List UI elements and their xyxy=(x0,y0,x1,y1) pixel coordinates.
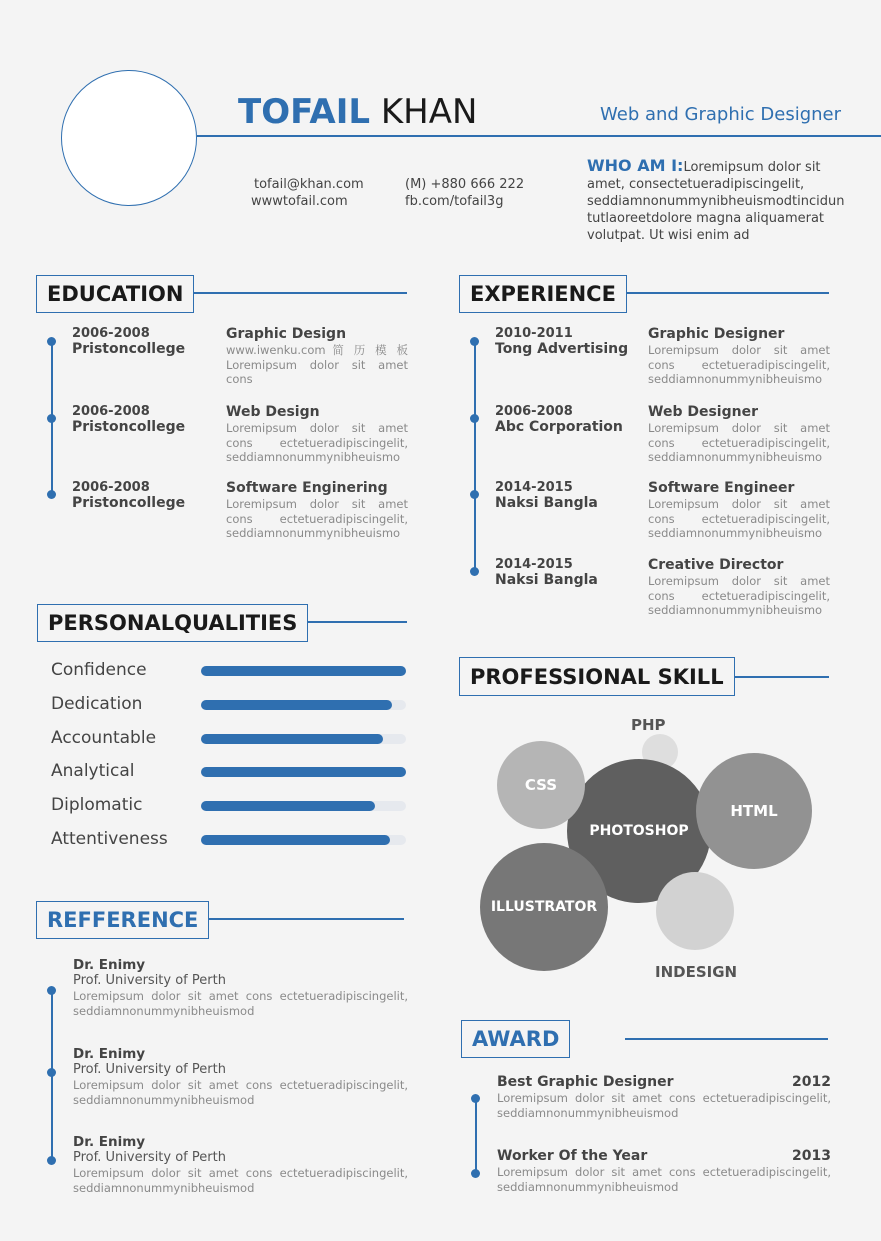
reference-desc: Loremipsum dolor sit amet cons ectetueradipiscingelit, seddiamnonummynibheuismod xyxy=(73,1078,408,1107)
who-am-i xyxy=(587,156,845,243)
education-desc: www.iwenku.com 简 历 模 板 Loremipsum dolor sit amet cons xyxy=(226,343,408,386)
quality-bar xyxy=(201,700,406,710)
education-org: Pristoncollege xyxy=(72,341,186,357)
quality-bar-fill xyxy=(201,767,406,777)
quality-bar xyxy=(201,734,406,744)
timeline-dot xyxy=(47,1156,56,1165)
header-divider xyxy=(197,135,881,137)
reference-name: Dr. Enimy xyxy=(73,957,146,973)
reference-position: Prof. University of Perth xyxy=(73,1150,226,1165)
experience-title: Web Designer xyxy=(648,404,758,420)
skill-html-bubble xyxy=(696,753,812,869)
education-org: Pristoncollege xyxy=(72,419,186,435)
experience-desc: Loremipsum dolor sit amet cons ectetueradipiscingelit, seddiamnonummynibheuismo xyxy=(648,343,830,386)
quality-bar xyxy=(201,767,406,777)
experience-entry-right xyxy=(648,326,830,387)
experience-title: Software Engineer xyxy=(648,480,795,496)
timeline-dot xyxy=(471,1169,480,1178)
experience-org: Naksi Bangla xyxy=(495,572,598,588)
experience-heading: EXPERIENCE xyxy=(459,275,627,313)
skill-indesign-label: INDESIGN xyxy=(655,963,738,981)
award-entry xyxy=(497,1074,831,1120)
experience-entry-left xyxy=(495,557,645,589)
qualities-heading: PERSONALQUALITIES xyxy=(37,604,308,642)
education-heading-line xyxy=(190,292,407,294)
experience-years: 2014-2015 xyxy=(495,480,573,495)
skill-css-label: CSS xyxy=(524,776,558,794)
quality-label: Diplomatic xyxy=(51,795,143,815)
skill-html-label: HTML xyxy=(730,802,778,820)
timeline-dot xyxy=(47,1068,56,1077)
education-desc: Loremipsum dolor sit amet cons ectetueradipiscingelit, seddiamnonummynibheuismo xyxy=(226,497,408,540)
reference-desc: Loremipsum dolor sit amet cons ectetueradipiscingelit, seddiamnonummynibheuismod xyxy=(73,1166,408,1195)
quality-label: Attentiveness xyxy=(51,829,168,849)
experience-entry-left xyxy=(495,480,645,512)
reference-name: Dr. Enimy xyxy=(73,1134,146,1150)
timeline-dot xyxy=(47,986,56,995)
experience-timeline xyxy=(474,340,476,572)
timeline-dot xyxy=(470,414,479,423)
education-heading: EDUCATION xyxy=(36,275,194,313)
skill-photoshop-label: PHOTOSHOP xyxy=(589,823,689,839)
award-header-row xyxy=(497,1148,831,1165)
reference-position: Prof. University of Perth xyxy=(73,973,226,988)
experience-years: 2006-2008 xyxy=(495,404,573,419)
reference-entry xyxy=(73,957,408,1018)
full-name xyxy=(238,92,477,132)
experience-title: Creative Director xyxy=(648,557,784,573)
education-years: 2006-2008 xyxy=(72,404,150,419)
education-entry-right xyxy=(226,404,408,465)
quality-label: Dedication xyxy=(51,694,143,714)
reference-position: Prof. University of Perth xyxy=(73,1062,226,1077)
skill-indesign-bubble xyxy=(656,872,734,950)
reference-entry xyxy=(73,1134,408,1195)
experience-entry-right xyxy=(648,404,830,465)
reference-desc: Loremipsum dolor sit amet cons ectetueradipiscingelit, seddiamnonummynibheuismod xyxy=(73,989,408,1018)
contact-website: wwwtofail.com xyxy=(251,194,348,209)
experience-entry-left xyxy=(495,326,645,358)
skill-css-bubble xyxy=(497,741,585,829)
education-entry-right xyxy=(226,480,408,541)
quality-label: Analytical xyxy=(51,761,135,781)
experience-heading-line xyxy=(613,292,829,294)
award-desc: Loremipsum dolor sit amet cons ectetueradipiscingelit, seddiamnonummynibheuismod xyxy=(497,1165,831,1194)
timeline-dot xyxy=(470,490,479,499)
skill-illustrator-bubble xyxy=(480,843,608,971)
experience-entry-right xyxy=(648,480,830,541)
education-entry-left xyxy=(72,326,222,358)
timeline-dot xyxy=(47,490,56,499)
last-name: KHAN xyxy=(380,92,478,132)
contact-phone: (M) +880 666 222 xyxy=(405,177,525,192)
quality-bar-fill xyxy=(201,700,392,710)
award-year: 2012 xyxy=(792,1074,831,1090)
award-year: 2013 xyxy=(792,1148,831,1164)
award-heading-line xyxy=(625,1038,828,1040)
skill-php-label: PHP xyxy=(631,716,666,734)
reference-heading: REFFERENCE xyxy=(36,901,209,939)
experience-entry-right xyxy=(648,557,830,618)
qualities-heading-line xyxy=(296,621,407,623)
first-name: TOFAIL xyxy=(238,92,371,132)
experience-org: Naksi Bangla xyxy=(495,495,598,511)
experience-years: 2010-2011 xyxy=(495,326,573,341)
reference-heading-line xyxy=(200,918,404,920)
reference-entry xyxy=(73,1046,408,1107)
timeline-dot xyxy=(471,1094,480,1103)
education-title: Graphic Design xyxy=(226,326,347,342)
experience-org: Abc Corporation xyxy=(495,419,623,435)
quality-bar xyxy=(201,666,406,676)
education-entry-left xyxy=(72,404,222,436)
experience-title: Graphic Designer xyxy=(648,326,785,342)
quality-label: Accountable xyxy=(51,728,157,748)
award-title: Best Graphic Designer xyxy=(497,1074,674,1090)
timeline-dot xyxy=(470,567,479,576)
quality-bar xyxy=(201,801,406,811)
education-entry-left xyxy=(72,480,222,512)
quality-bar xyxy=(201,835,406,845)
education-years: 2006-2008 xyxy=(72,480,150,495)
experience-desc: Loremipsum dolor sit amet cons ectetueradipiscingelit, seddiamnonummynibheuismo xyxy=(648,421,830,464)
quality-bar-fill xyxy=(201,666,406,676)
timeline-dot xyxy=(47,414,56,423)
award-header-row xyxy=(497,1074,831,1091)
skill-illustrator-label: ILLUSTRATOR xyxy=(490,899,598,915)
skills-heading: PROFESSIONAL SKILL xyxy=(459,657,735,696)
experience-desc: Loremipsum dolor sit amet cons ectetueradipiscingelit, seddiamnonummynibheuismo xyxy=(648,574,830,617)
who-am-i-label: WHO AM I: xyxy=(587,156,684,175)
education-title: Web Design xyxy=(226,404,320,420)
education-title: Software Enginering xyxy=(226,480,388,496)
experience-desc: Loremipsum dolor sit amet cons ectetueradipiscingelit, seddiamnonummynibheuismo xyxy=(648,497,830,540)
job-role: Web and Graphic Designer xyxy=(600,104,842,125)
award-title: Worker Of the Year xyxy=(497,1148,648,1164)
education-years: 2006-2008 xyxy=(72,326,150,341)
timeline-dot xyxy=(470,337,479,346)
who-am-i-text: Loremipsum dolor sit amet, consectetueradipiscingelit, seddiamnonummynibheuismodtincidun tutlaoreetdolore magna aliquamerat volutpat. Ut wisi enim ad xyxy=(587,160,845,243)
award-timeline xyxy=(475,1100,477,1174)
experience-entry-left xyxy=(495,404,645,436)
award-heading: AWARD xyxy=(461,1020,570,1058)
contact-facebook: fb.com/tofail3g xyxy=(405,194,504,209)
quality-bar-fill xyxy=(201,734,383,744)
quality-bar-fill xyxy=(201,835,390,845)
contact-email: tofail@khan.com xyxy=(254,177,364,192)
timeline-dot xyxy=(47,337,56,346)
award-entry xyxy=(497,1148,831,1194)
experience-org: Tong Advertising xyxy=(495,341,629,357)
quality-bar-fill xyxy=(201,801,375,811)
education-org: Pristoncollege xyxy=(72,495,186,511)
experience-years: 2014-2015 xyxy=(495,557,573,572)
award-desc: Loremipsum dolor sit amet cons ectetueradipiscingelit, seddiamnonummynibheuismod xyxy=(497,1091,831,1120)
quality-label: Confidence xyxy=(51,660,147,680)
reference-name: Dr. Enimy xyxy=(73,1046,146,1062)
education-desc: Loremipsum dolor sit amet cons ectetueradipiscingelit, seddiamnonummynibheuismo xyxy=(226,421,408,464)
profile-photo xyxy=(61,70,197,206)
education-entry-right xyxy=(226,326,408,387)
